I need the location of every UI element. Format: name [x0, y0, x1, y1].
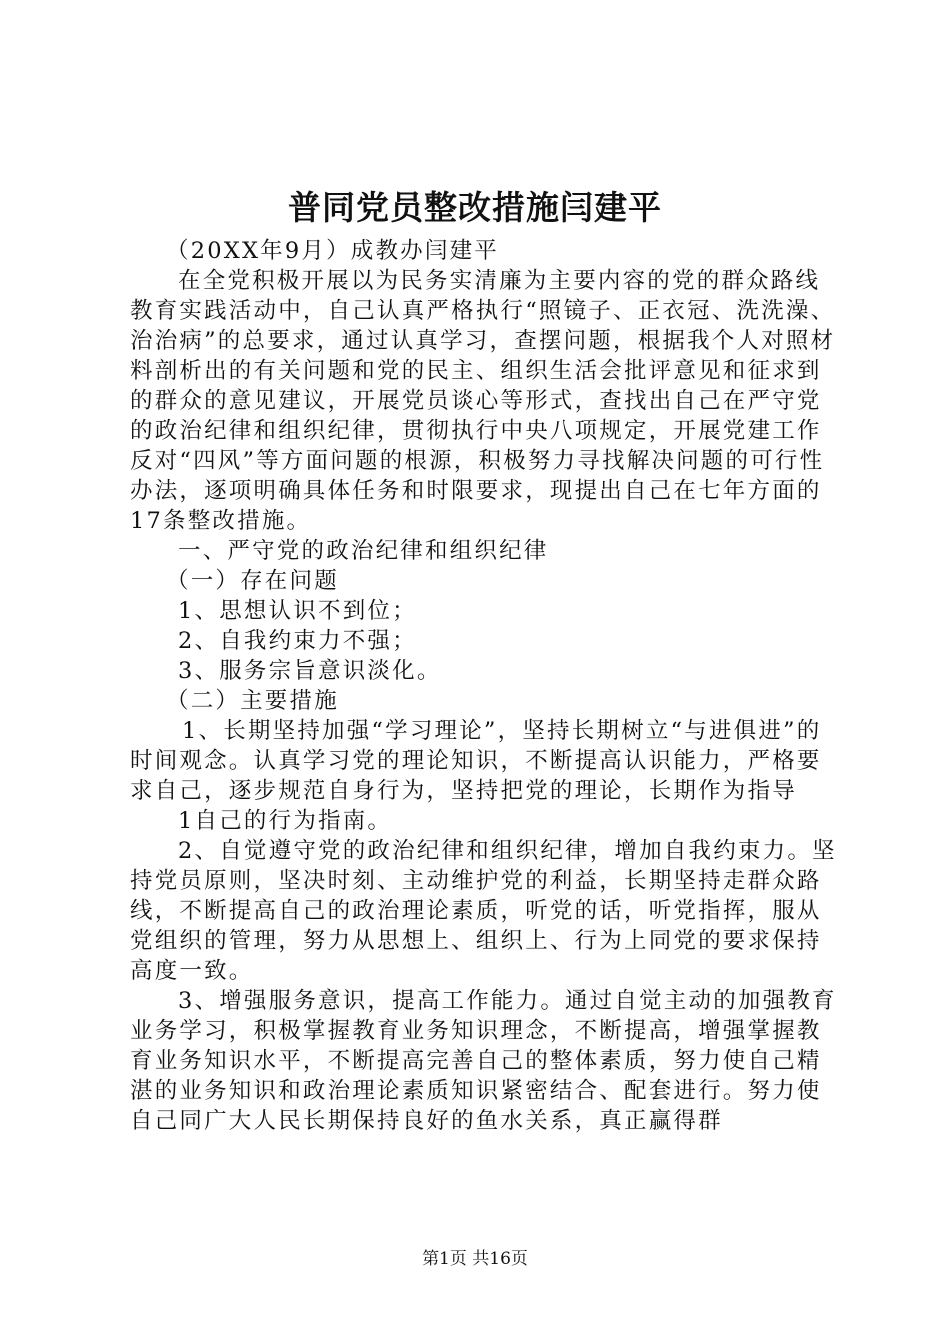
page-footer: 第1页 共16页: [422, 1249, 528, 1269]
problem-item: 1、思想认识不到位；: [178, 598, 417, 624]
problem-item: 3、服务宗旨意识淡化。: [178, 658, 442, 684]
problem-item: 2、自我约束力不强；: [178, 628, 417, 654]
subsection-heading-measures: （二）主要措施: [166, 688, 339, 714]
document-body: [130, 236, 838, 1136]
intro-paragraph: 在全党积极开展以为民务实清廉为主要内容的党的群众路线教育实践活动中，自己认真严格执行“照镜子、正衣冠、洗洗澡、治治病”的总要求，通过认真学习，查摆问题，根据我个人对照材料剖析出的有关问题和党的民主、组织生活会批评意见和征求到的群众的意见建议，开展党员谈心等形式，查找出自己在严守党的政治纪律和组织纪律，贯彻执行中央八项规定，开展党建工作反对“四风”等方面问题的根源，积极努力寻找解决问题的可行性办法，逐项明确具体任务和时限要求，现提出自己在七年方面的17条整改措施。: [130, 268, 836, 534]
subsection-heading-problems: （一）存在问题: [166, 568, 339, 594]
measure-continuation: 1自己的行为指南。: [178, 808, 393, 834]
document-title: 普同党员整改措施闫建平: [288, 188, 662, 227]
date-author-line: （20XX年9月）成教办闫建平: [166, 238, 499, 264]
measure-paragraph: 2、自觉遵守党的政治纪律和组织纪律，增加自我约束力。坚持党员原则，坚决时刻、主动维护党的利益，长期坚持走群众路线，不断提高自己的政治理论素质，听党的话，听党指挥，服从党组织的管理，努力从思想上、组织上、行为上同党的要求保持高度一致。: [130, 838, 837, 984]
measure-paragraph: 1、长期坚持加强“学习理论”，坚持长期树立“与进俱进”的时间观念。认真学习党的理论知识，不断提高认识能力，严格要求自己，逐步规范自身行为，坚持把党的理论，长期作为指导: [130, 718, 822, 804]
section-heading: 一、严守党的政治纪律和组织纪律: [178, 538, 549, 564]
measure-paragraph: 3、增强服务意识，提高工作能力。通过自觉主动的加强教育业务学习，积极掌握教育业务知识理念，不断提高，增强掌握教育业务知识水平，不断提高完善自己的整体素质，努力使自己精湛的业务知识和政治理论素质知识紧密结合、配套进行。努力使自己同广大人民长期保持良好的鱼水关系，真正赢得群: [130, 988, 837, 1134]
